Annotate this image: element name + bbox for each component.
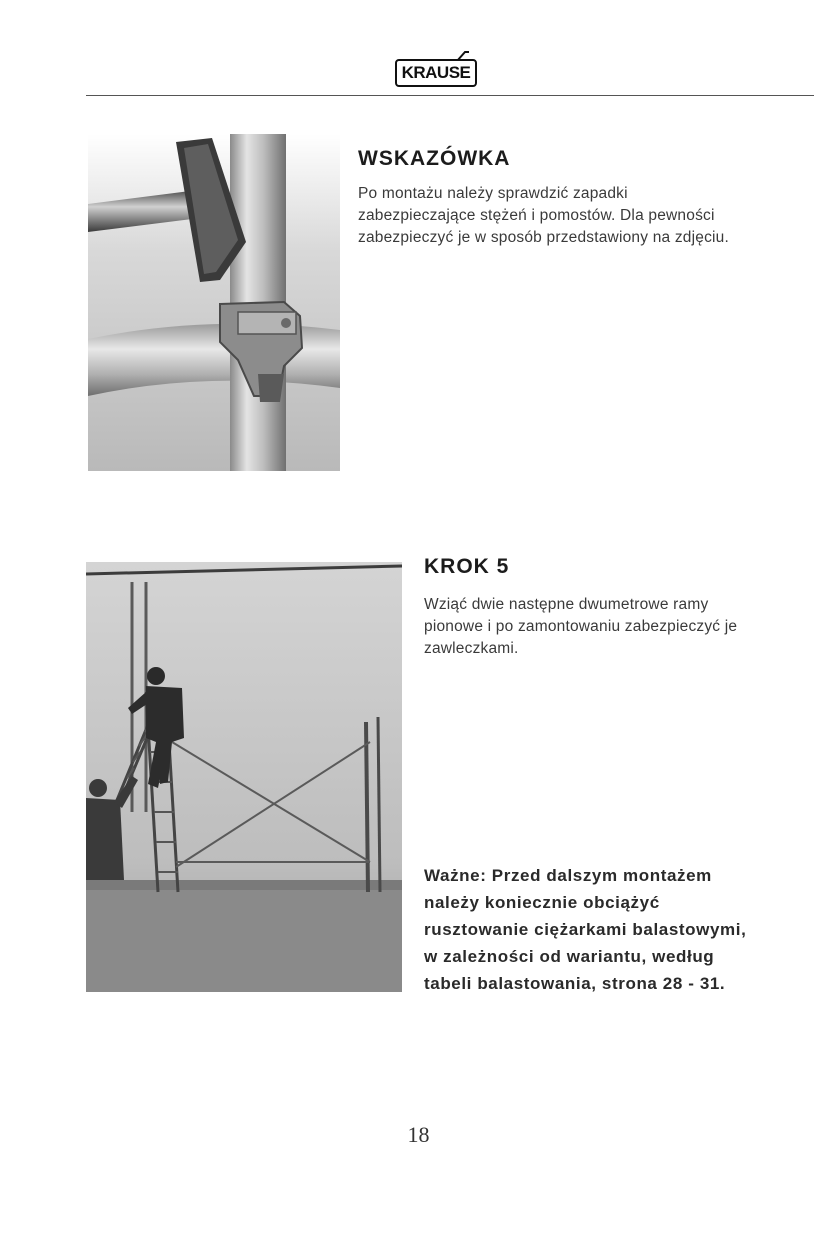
tip-line: Po montażu należy sprawdzić zapadki bbox=[358, 185, 628, 202]
step-line: zawleczkami. bbox=[424, 640, 519, 657]
scaffold-workers-photo bbox=[86, 562, 402, 992]
tip-line: zabezpieczyć je w sposób przedstawiony na zdjęciu. bbox=[358, 229, 729, 246]
page-number: 18 bbox=[407, 1122, 430, 1147]
important-line: należy koniecznie obciążyć bbox=[424, 893, 660, 912]
step-title: KROK 5 bbox=[424, 555, 510, 578]
tip-line: zabezpieczające stężeń i pomostów. Dla pewności bbox=[358, 207, 715, 224]
step-body bbox=[424, 594, 804, 660]
important-line: tabeli balastowania, strona 28 - 31. bbox=[424, 974, 726, 993]
important-line: rusztowanie ciężarkami balastowymi, bbox=[424, 920, 747, 939]
tip-title: WSKAZÓWKA bbox=[358, 147, 511, 170]
step-line: pionowe i po zamontowaniu zabezpieczyć je bbox=[424, 618, 738, 635]
krause-logo bbox=[393, 49, 481, 91]
important-line: w zależności od wariantu, według bbox=[424, 947, 715, 966]
tip-body bbox=[358, 183, 798, 249]
important-note bbox=[424, 862, 824, 997]
logo-text: KRAUSE bbox=[395, 59, 477, 87]
important-line: Ważne: Przed dalszym montażem bbox=[424, 866, 712, 885]
header-rule bbox=[86, 95, 814, 96]
clamp-hammer-photo bbox=[88, 134, 340, 471]
step-line: Wziąć dwie następne dwumetrowe ramy bbox=[424, 596, 709, 613]
